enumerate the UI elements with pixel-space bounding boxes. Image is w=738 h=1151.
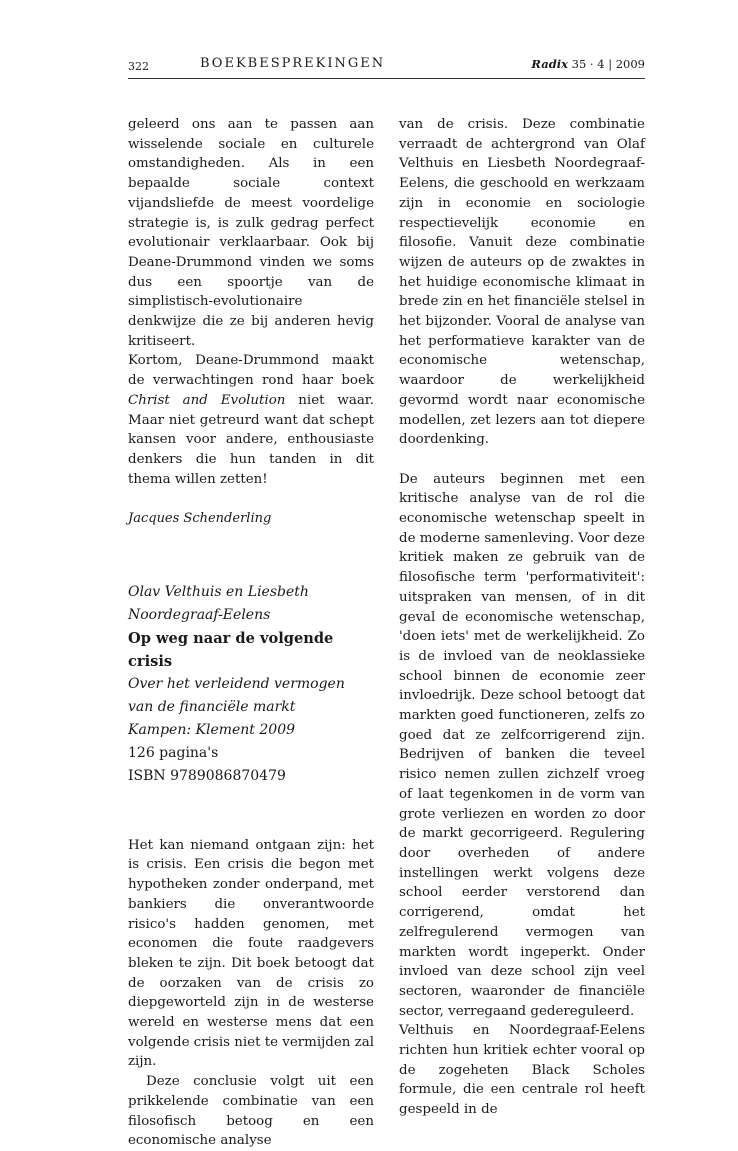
- book-authors: Olav Velthuis en Liesbeth Noordegraaf-Eelens: [128, 583, 309, 623]
- journal-name: Radix: [531, 57, 568, 71]
- paragraph: [128, 351, 374, 489]
- book-pages: 126 pagina's: [128, 744, 219, 761]
- running-header: [128, 56, 645, 78]
- journal-reference: [531, 57, 645, 71]
- reviewer-signature: Jacques Schenderling: [128, 511, 272, 527]
- paragraph: Deze conclusie volgt uit een prikkelende combinatie van een filosofisch betoog en een economische analyse: [128, 1074, 374, 1149]
- right-column: [399, 115, 645, 1120]
- paragraph-text: niet waar. Maar niet getreurd want dat schept kansen voor andere, enthousiaste denkers die hun tanden in dit thema willen zetten!: [128, 392, 374, 487]
- page-number: 322: [128, 60, 149, 73]
- book-title: Op weg naar de volgende crisis: [128, 629, 334, 670]
- book-isbn: ISBN 9789086870479: [128, 767, 286, 784]
- section-title: BOEKBESPREKINGEN: [200, 56, 386, 71]
- paragraph: Velthuis en Noordegraaf-Eelens richten hun kritiek echter vooral op de zogeheten Black Scholes formule, die een centrale rol heeft gespeeld in de: [399, 1023, 645, 1118]
- paragraph-text: Kortom, Deane-Drummond maakt de verwachtingen rond haar boek: [128, 353, 374, 389]
- paragraph: De auteurs beginnen met een kritische analyse van de rol die economische wetenschap speelt in de moderne samenleving. Voor deze kritiek maken ze gebruik van de filosofische term 'performativiteit': uitspraken van mensen, of in dit geval de economische wetenschap, 'doen iets' met de werkelijkheid. Zo is de invloed van de neoklassieke school binnen de economie zeer invloedrijk. Deze school betoogt dat markten goed functioneren, zelfs zo goed dat ze zelfcorrigerend zijn. Bedrijven of banken die teveel risico nemen zullen zichzelf vroeg of laat tegenkomen in de vorm van grote verliezen en worden zo door de markt gecorrigeerd. Regulering door overheden of andere instellingen werkt volgens deze school eerder verstorend dan corrigerend, omdat het zelfregulerend vermogen van markten wordt ingeperkt. Onder invloed van deze school zijn veel sectoren, waaronder de financiële sector, verregaand gedereguleerd.: [399, 471, 645, 1019]
- header-rule: [128, 78, 645, 79]
- paragraph: van de crisis. Deze combinatie verraadt de achtergrond van Olaf Velthuis en Liesbeth Noordegraaf-Eelens, die geschoold en werkzaam zijn in economie en sociologie respectievelijk economie en filosofie. Vanuit deze combinatie wijzen de auteurs op de zwaktes in het huidige economische klimaat in brede zin en het financiële stelsel in het bijzonder. Vooral de analyse van het performatieve karakter van de economische wetenschap, waardoor de werkelijkheid gevormd wordt naar economische modellen, zet lezers aan tot diepere doordenking.: [399, 117, 645, 448]
- book-publisher: Kampen: Klement 2009: [128, 721, 296, 738]
- paragraph: geleerd ons aan te passen aan wisselende sociale en culturele omstandigheden. Als in een bepaalde sociale context vijandsliefde de meest voordelige strategie is, is zulk gedrag perfect evolutionair verklaarbaar. Ook bij Deane-Drummond vinden we soms dus een spoortje van de simplistisch-evolutionaire denkwijze die ze bij anderen hevig kritiseert.: [128, 117, 374, 349]
- book-reference: Christ and Evolution: [128, 392, 286, 408]
- journal-issue: 35 · 4 | 2009: [571, 57, 645, 71]
- paragraph: Het kan niemand ontgaan zijn: het is crisis. Een crisis die begon met hypotheken zonder onderpand, met bankiers die onverantwoorde risico's hadden genomen, met economen die foute raadgevers bleken te zijn. Dit boek betoogt dat de oorzaken van de crisis zo diepgeworteld zijn in de westerse wereld en westerse mens dat een volgende crisis niet te vermijden zal zijn.: [128, 837, 375, 1070]
- book-info: [128, 581, 374, 788]
- book-subtitle: Over het verleidend vermogen van de financiële markt: [128, 675, 345, 715]
- left-column: [128, 115, 374, 1151]
